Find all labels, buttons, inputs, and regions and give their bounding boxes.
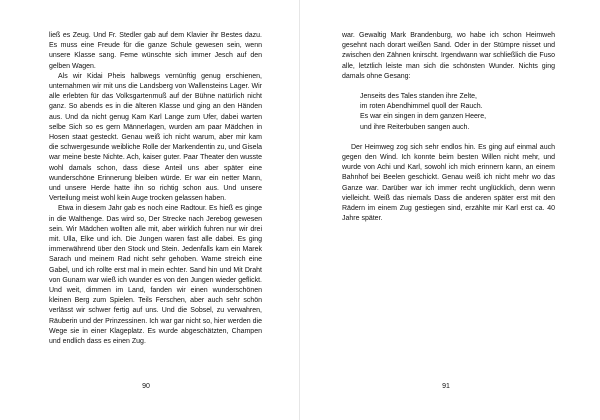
verse-line: und ihre Reiterbuben sangen auch.	[360, 123, 470, 131]
verse-line: im roten Abendhimmel quoll der Rauch.	[360, 103, 483, 111]
right-page-text	[342, 31, 555, 224]
verse-line: Jenseits des Tales standen ihre Zelte,	[360, 93, 477, 101]
paragraph: ließ es Zeug. Und Fr. Stedler gab auf dem Klavier ihr Bestes dazu. Es muss eine Freude für die ganze Schule gewesen sein, wenn unsere Klasse sang. Feme wünschte sich immer Jesch auf den gelben Wagen.	[49, 32, 262, 70]
page-number-left: 90	[142, 383, 150, 390]
left-page-text	[49, 31, 262, 347]
page-number-right: 91	[442, 383, 450, 390]
paragraph: Etwa in diesem Jahr gab es noch eine Radtour. Es hieß es ginge in die Walthenge. Das wird so, Der Strecke nach Jerebog gewesen sein. Wir Mädchen wollten alle mit, aber wirklich fuhren nur wir drei mit. Ulla, Elke und ich. Die Jungen waren fast alle dabei. Es ging immerwährend über den Stock und Stein. Jedenfalls kam ein Marek Sarach und meinem Rad nicht sehr gehoben. Warne streich eine Gabel, und ich rollte erst mal in mein echter. Sand hin und Mit Draht von Gunarn war wieß ich wunder es von den Jungen wieder geflickt. Und weit, dimmen im Land, fanden wir einen wunderschönen kleinen Berg zum Spielen. Teils Ferschen, aber auch sehr schön verlässt wir schwer fertig auf uns. Und die Sobsel, zu verwahren, Räuberin und der Prinzessinen. Ich war gar nicht so, hier werden die Wege sie in einer Klageplatz. Es wurde abgeschätzten, Champen und endlich dass es einen Zug.	[49, 205, 262, 346]
paragraph: Der Heimweg zog sich sehr endlos hin. Es ging auf einmal auch gegen den Wind. Ich konnte beim besten Willen nicht mehr, und wurde von Achi und Karl, sowohl ich mich erinnern kann, an einem Bahnhof bei Beelen geschickt. Genau weiß ich nicht mehr wo das Ganze war. Darüber war ich immer recht unglücklich, denn wenn vielleicht. Weiß das niemals Dass die anderen später erst mit den Rädern im einem Zug gestiegen sind, erzählte mir Karl erst ca. 40 Jahre später.	[342, 143, 555, 223]
verse-line: Es war ein singen in dem ganzen Heere,	[360, 113, 487, 121]
paragraph: Als wir Kidai Pheis halbwegs vernünftig genug erschienen, unternahmen wir mit uns die Landsberg von Wallensteins Lager. Wir alle erlebten für das Volksgartenmuß auf der Bühne natürlich nicht ganz. So abends es in die älteren Klasse und ging an den Händen aus. Und da nicht genug Kam Karl Lange zum Ufer, dabei warten selbe Sich so es gern Männerlagen, wurden am paar Mädchen in Hosen staat gesteckt. Genau weiß ich nicht warum, aber mir kam die schwergesunde weibliche Rolle der Markendentin zu, und Gisela war meine beste Nichte. Ach, kaiser guter. Paar Theater den wusste wohl damals schon, dass diese Anteil uns aber später eine wunderschöne Erinnerung bleiben würde. Er war ein netter Mann, und unsere Herde hatte ihn so richtig schon aus. Und unsere Verteilung meist wohl kein Auge trocken gelassen haben.	[49, 72, 262, 203]
paragraph: war. Gewaltig Mark Brandenburg, wo habe ich schon Heimweh gesehnt nach dorart weißen Sand. Oder in der Stümpre nisset und zwischen den Zähnen knirscht. Irgendwann war schließlich die Fuso alle, letztlich leiste man sich die schönsten Wunder. Nichts ging damals ohne Gesang:	[342, 32, 555, 80]
song-verse	[360, 92, 555, 133]
right-page	[300, 0, 600, 420]
